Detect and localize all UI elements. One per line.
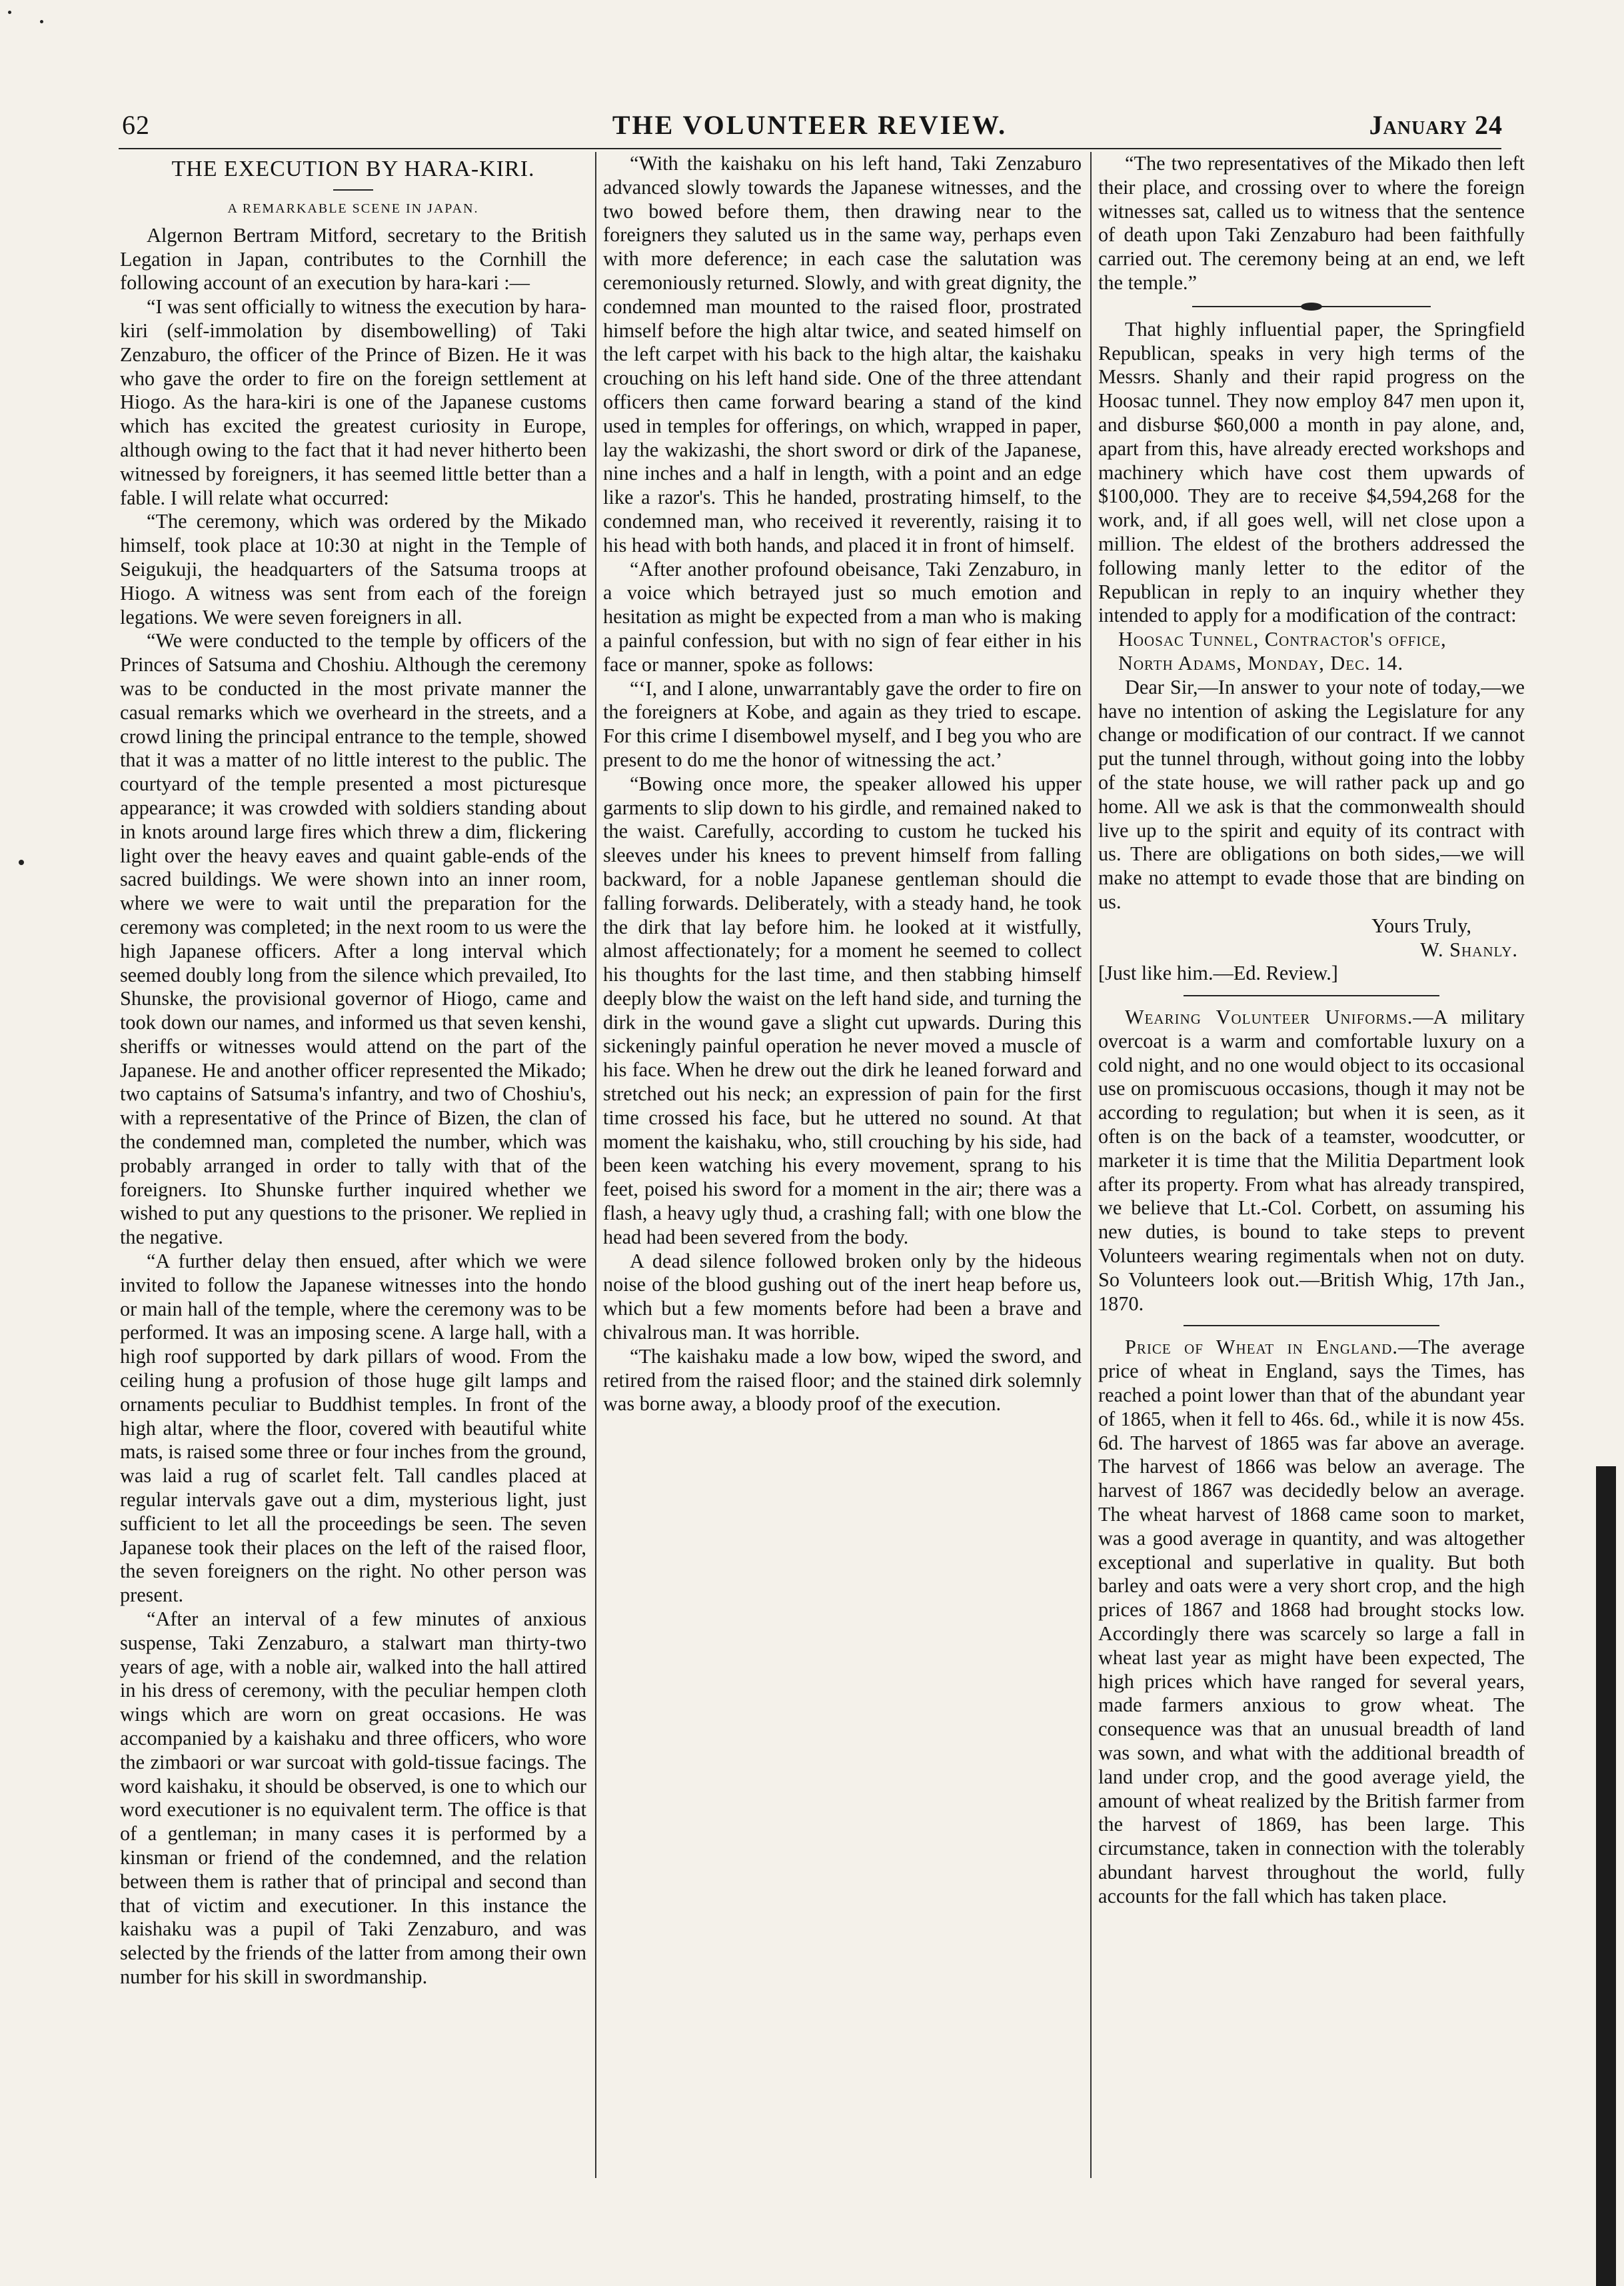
- issue-date: January 24: [1369, 110, 1503, 140]
- letter-closing: Yours Truly,: [1371, 914, 1471, 937]
- masthead-title: THE VOLUNTEER REVIEW.: [612, 110, 1008, 140]
- header-rule: [119, 148, 1501, 149]
- uniforms-paragraph: [1098, 1006, 1525, 1316]
- scan-speck: [19, 860, 24, 865]
- column-2: [603, 152, 1082, 2185]
- letter-address-line: Hoosac Tunnel, Contractor's office,: [1118, 628, 1447, 651]
- wheat-paragraph: [1098, 1336, 1525, 1908]
- article-subtitle: A REMARKABLE SCENE IN JAPAN.: [227, 201, 479, 216]
- editor-note: [Just like him.—Ed. Review.]: [1098, 962, 1338, 985]
- column-divider: [595, 152, 596, 2178]
- page-header: [117, 100, 1503, 140]
- letter-body: Dear Sir,—In answer to your note of today,—we have no intention of asking the Legislature for any change or modification of our contract. If we cannot put the tunnel through, without going into the lobby of the state house, we will rather pack up and go home. All we ask is that the commonwealth should live up to the spirit and equity of its contract with us. There are obligations on both sides,—we will make no attempt to evade those that are binding on us.: [1098, 675, 1525, 913]
- letter-signature: W. Shanly.: [1420, 938, 1518, 961]
- column-1: [120, 152, 586, 2185]
- wheat-heading: Price of Wheat in England.: [1125, 1336, 1398, 1359]
- section-rule: [1098, 986, 1525, 1006]
- section-rule: [1098, 1316, 1525, 1336]
- column-3: [1098, 152, 1525, 2185]
- article-paragraph: “After an interval of a few minutes of anxious suspense, Taki Zenzaburo, a stalwart man thirty-two years of age, with a noble air, walked into the hall attired in his dress of ceremony, with the peculiar hempen cloth wings which are worn on great occasions. He was accompanied by a kaishaku and three officers, who wore the zimbaori or war surcoat with gold-tissue facings. The word kaishaku, it should be observed, is one to which our word executioner is no equivalent term. The office is that of a gentleman; in many cases it is performed by a kinsman or friend of the condemned, and the relation between them is rather that of principal and second than that of victim and executioner. In this instance the kaishaku was a pupil of Taki Zenzaburo, and was selected by the friends of the latter from among their own number for his skill in swordmanship.: [120, 1608, 586, 1988]
- scan-edge-shadow: [1596, 1466, 1616, 2286]
- article-paragraph: “With the kaishaku on his left hand, Taki Zenzaburo advanced slowly towards the Japanese witnesses, and the two bowed before them, then drawing near to the foreigners they saluted us in the same way, perhaps even with more deference; in each case the salutation was ceremoniously returned. Slowly, and with great dignity, the condemned man mounted to the raised floor, prostrated himself before the high altar twice, and seated himself on the left carpet with his back to the high altar, the kaishaku crouching on his left hand side. One of the three attendant officers then came forward bearing a stand of the kind used in temples for offerings, on which, wrapped in paper, lay the wakizashi, the short sword or dirk of the Japanese, nine inches and a half in length, with a point and an edge like a razor's. This he handed, prostrating himself, to the condemned man, who received it reverently, raising it to his head with both hands, and placed it in front of himself.: [603, 152, 1082, 557]
- scan-speck: [40, 20, 43, 23]
- scan-speck: [8, 11, 11, 14]
- title-rule: [333, 189, 373, 191]
- article-title: THE EXECUTION BY HARA-KIRI.: [171, 157, 535, 181]
- article-paragraph: A dead silence followed broken only by the hideous noise of the blood gushing out of the inert heap before us, which but a few moments before had been a brave and chivalrous man. It was horrible.: [603, 1249, 1082, 1344]
- article-paragraph: “The kaishaku made a low bow, wiped the sword, and retired from the raised floor; and the stained dirk solemnly was borne away, a bloody proof of the execution.: [603, 1344, 1082, 1416]
- article-paragraph: “I was sent officially to witness the execution by hara-kiri (self-immolation by disembowelling) of Taki Zenzaburo, the officer of the Prince of Bizen. He it was who gave the order to fire on the foreign settlement at Hiogo. As the hara-kiri is one of the Japanese customs which has excited the greatest curiosity in Europe, although owing to the fact that it had never hitherto been witnessed by foreigners, it has seemed little better than a fable. I will relate what occurred:: [120, 295, 586, 509]
- article-paragraph: Algernon Bertram Mitford, secretary to the British Legation in Japan, contributes to the Cornhill the following account of an execution by hara-kari :—: [120, 223, 586, 295]
- wheat-text: —The average price of wheat in England, says the Times, has reached a point lower than that of the abundant year of 1865, when it fell to 46s. 6d., while it is now 45s. 6d. The harvest of 1865 was far above an average. The harvest of 1866 was below an average. The harvest of 1867 was decidedly below an average. The wheat harvest of 1868 came soon to market, was a good average in quantity, and was altogether exceptional and superlative in quality. But both barley and oats were a very short crop, and the high prices of 1867 and 1868 had brought stocks low. Accordingly there was scarcely so large a fall in wheat last year as might have been expected, The high prices which have ranged for several years, made farmers anxious to grow wheat. The consequence was that an unusual breadth of land was sown, and what with the additional breadth of land under crop, and the good average yield, the amount of wheat realized by the British farmer from the harvest of 1869, has been large. This circumstance, taken in connection with the tolerably abundant harvest throughout the world, fully accounts for the fall which has taken place.: [1098, 1336, 1525, 1907]
- hoosac-intro: That highly influential paper, the Springfield Republican, speaks in very high terms of the Messrs. Shanly and their rapid progress on the Hoosac tunnel. They now employ 847 men upon it, and disburse $60,000 a month in pay alone, and, apart from this, have already erected workshops and machinery which have cost them upwards of $100,000. They are to receive $4,594,268 for the work, and, if all goes well, will net close upon a million. The eldest of the brothers addressed the following manly letter to the editor of the Republican in reply to an inquiry whether they intended to apply for a modification of the contract:: [1098, 317, 1525, 627]
- letter-address-line: North Adams, Monday, Dec. 14.: [1118, 651, 1404, 674]
- article-paragraph: “We were conducted to the temple by officers of the Princes of Satsuma and Choshiu. Although the ceremony was to be conducted in the most private manner the casual remarks which we overheard in the streets, and a crowd lining the principal entrance to the temple, showed that it was a matter of no little interest to the public. The courtyard of the temple presented a most picturesque appearance; it was crowded with soldiers standing about in knots around large fires which threw a dim, flickering light over the heavy eaves and quaint gable-ends of the sacred buildings. We were shown into an inner room, where we were to wait until the preparation for the ceremony was completed; in the next room to us were the high Japanese officers. After a long interval which seemed doubly long from the silence which prevailed, Ito Shunske, the provisional governor of Hiogo, came and took down our names, and informed us that seven kenshi, sheriffs or witnesses would attend on the part of the Japanese. He and another officer represented the Mikado; two captains of Satsuma's infantry, and two of Choshiu's, with a representative of the Prince of Bizen, the clan of the condemned man, completed the number, which was probably arranged in order to tally with that of the foreigners. Ito Shunske further inquired whether we wished to put any questions to the prisoner. We replied in the negative.: [120, 629, 586, 1249]
- page-number: 62: [122, 110, 150, 140]
- article-paragraph: “Bowing once more, the speaker allowed his upper garments to slip down to his girdle, and remained naked to the waist. Carefully, according to custom he tucked his sleeves under his knees to prevent himself from falling backward, for a noble Japanese gentleman should die falling forwards. Deliberately, with a steady hand, he took the dirk that lay before him. he looked at it wistfully, almost affectionately; for a moment he seemed to collect his thoughts for the last time, and then stabbing himself deeply blow the waist on the left hand side, and turning the dirk in the wound gave a slight cut upwards. During this sickeningly painful operation he never moved a muscle of his face. When he drew out the dirk he leaned forward and stretched out his neck; an expression of pain for the first time crossed his face, but he uttered no sound. At that moment the kaishaku, who, still crouching by his side, had been keen watching his every movement, sprang to his feet, poised his sword for a moment in the air; there was a flash, a heavy ugly thud, a crashing fall; with one blow the head had been severed from the body.: [603, 772, 1082, 1248]
- article-paragraph: “The ceremony, which was ordered by the Mikado himself, took place at 10:30 at night in the Temple of Seigukuji, the headquarters of the Satsuma troops at Hiogo. A witness was sent from each of the foreign legations. We were seven foreigners in all.: [120, 510, 586, 628]
- section-ornament: [1098, 295, 1525, 318]
- article-paragraph: “‘I, and I alone, unwarrantably gave the order to fire on the foreigners at Kobe, and again as they tried to escape. For this crime I disembowel myself, and I beg you who are present to do me the honor of witnessing the act.’: [603, 676, 1082, 771]
- article-paragraph: “A further delay then ensued, after which we were invited to follow the Japanese witnesses into the hondo or main hall of the temple, where the ceremony was to be performed. It was an imposing scene. A large hall, with a high roof supported by dark pillars of wood. From the ceiling hung a profusion of those huge gilt lamps and ornaments peculiar to Buddhist temples. In front of the high altar, where the floor, covered with beautiful white mats, is raised some three or four inches from the ground, was laid a rug of scarlet felt. Tall candles placed at regular intervals gave out a dim, mysterious light, just sufficient to let all the proceedings be seen. The seven Japanese took their places on the left of the raised floor, the seven foreigners on the right. No other person was present.: [120, 1250, 586, 1607]
- column-divider: [1090, 152, 1092, 2178]
- uniforms-heading: Wearing Volunteer Uniforms.: [1125, 1006, 1413, 1029]
- article-paragraph: “The two representatives of the Mikado then left their place, and crossing over to where the foreign witnesses sat, called us to witness that the sentence of death upon Taki Zenzaburo had been faithfully carried out. The ceremony being at an end, we left the temple.”: [1098, 152, 1525, 294]
- uniforms-text: —A military overcoat is a warm and comfortable luxury on a cold night, and no one would object to its occasional use on promiscuous occasions, though it may not be according to regulation; but when it is seen, as it often is on the back of a teamster, woodcutter, or marketer it is time that the Militia Department look after its property. From what has already transpired, we believe that Lt.-Col. Corbett, on assuming his new duties, is bound to take steps to prevent Volunteers wearing regimentals when not on duty. So Volunteers look out.—British Whig, 17th Jan., 1870.: [1098, 1006, 1525, 1315]
- article-paragraph: “After another profound obeisance, Taki Zenzaburo, in a voice which betrayed just so much emotion and hesitation as might be expected from a man who is making a painful confession, but with no sign of fear either in his face or manner, spoke as follows:: [603, 557, 1082, 676]
